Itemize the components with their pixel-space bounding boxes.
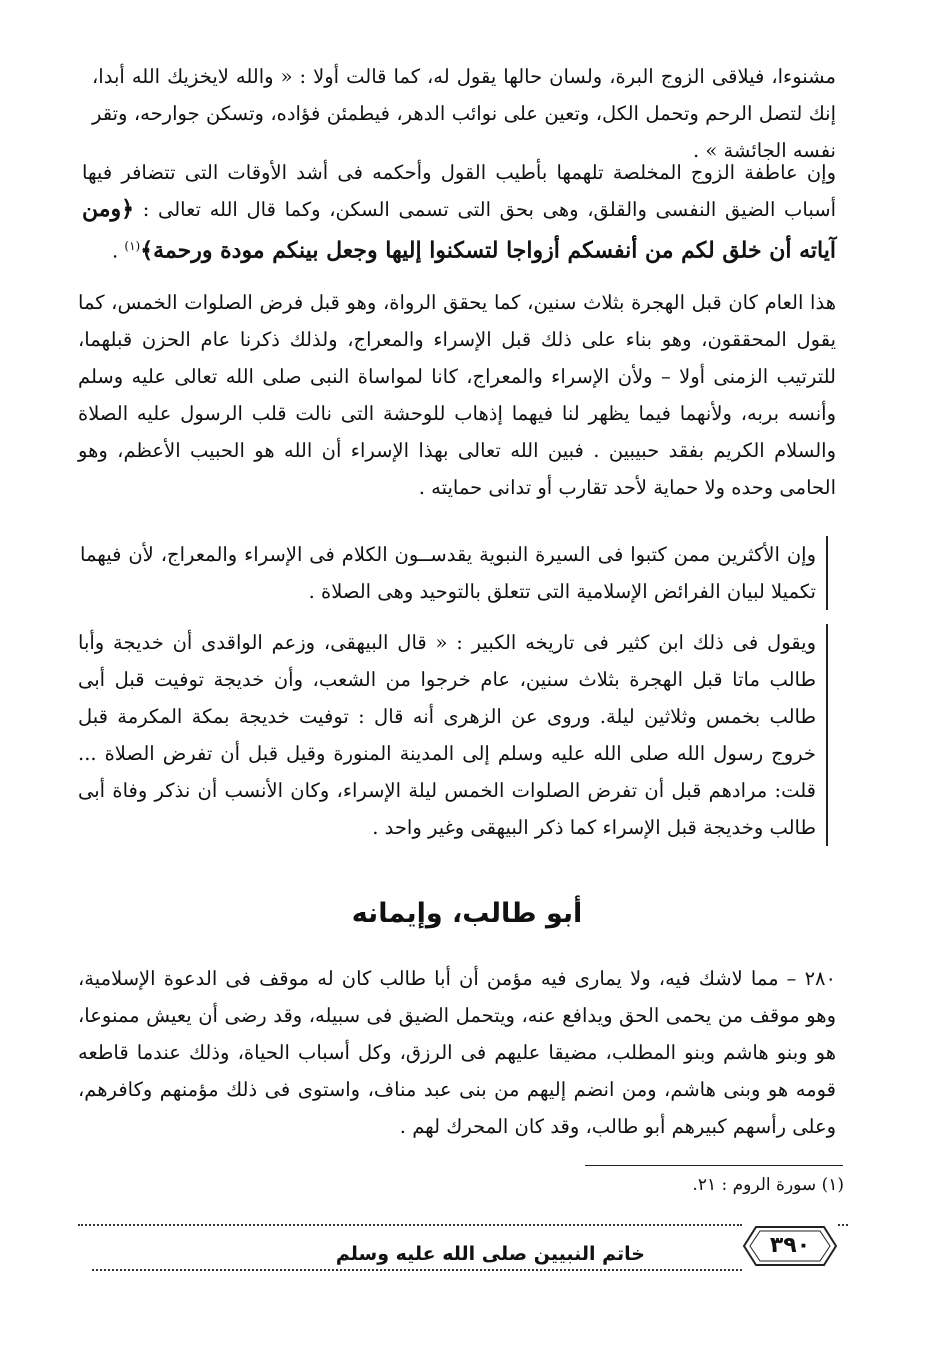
paragraph-3-text: هذا العام كان قبل الهجرة بثلاث سنين، كما يحقق الرواة، وهو قبل فرض الصلوات الخمس، كما يقول المحققون، وهو بناء على ذلك قبل الإسراء والمعراج، ولذلك ذكرنا عام الحزن قبلهما، للترتيب الزمنى أولا – ولأن الإسراء والمعراج، كانا لمواساة النبى صلى الله تعالى عليه وسلم وأنسه بربه، ولأنهما فيما يظهر لنا فيهما إذهاب للوحشة التى نالت قلب الرسول عليه الصلاة والسلام الكريم بفقد حبيبين . فبين الله تعالى بهذا الإسراء أن الله هو الحبيب الأعظم، وهو الحامى وحده ولا حماية لأحد تقارب أو تدانى حمايته . [78, 291, 836, 499]
footer-bottom-rule [92, 1269, 742, 1271]
paragraph-5-text: ويقول فى ذلك ابن كثير فى تاريخه الكبير : « قال البيهقى، وزعم الواقدى أن خديجة وأبا طالب ماتا قبل الهجرة بثلاث سنين، عام خرجوا من الشعب، وأن خديجة توفيت قبل أبى طالب بخمس وثلاثين ليلة. وروى عن الزهرى أنه قال : توفيت خديجة بمكة المكرمة قبل خروج رسول الله صلى الله عليه وسلم إلى المدينة المنورة وقيل قبل أن تفرض الصلاة ... قلت: مرادهم قبل أن تفرض الصلوات الخمس ليلة الإسراء، وكان الأنسب أن نذكر وفاة أبى طالب وخديجة قبل الإسراء كما ذكر البيهقى وغير واحد . [78, 631, 816, 839]
footnote-ref: (١) [124, 239, 141, 253]
paragraph-3 [78, 284, 836, 506]
paragraph-2-end: . [111, 239, 125, 263]
paragraph-2-text: وإن عاطفة الزوج المخلصة تلهمها بأطيب القول وأحكمه فى أشد الأوقات التى تتضافر فيها أسباب الضيق النفسى والقلق، وهى بحق التى تسمى السكن، وكما قال الله تعالى : [82, 161, 836, 221]
paragraph-4-text: وإن الأكثرين ممن كتبوا فى السيرة النبوية يقدســون الكلام فى الإسراء والمعراج، لأن فيهما تكميلا لبيان الفرائض الإسلامية التى تتعلق بالتوحيد وهى الصلاة . [80, 543, 816, 603]
paragraph-6-text: ٢٨٠ – مما لاشك فيه، ولا يمارى فيه مؤمن أن أبا طالب كان له موقف فى الدعوة الإسلامية، وهو موقف من يحمى الحق ويدافع عنه، ويتحمل الضيق فى سبيله، وقد رضى أن يعيش ممنوعا، هو وبنو هاشم وبنو المطلب، مضيقا عليهم فى الرزق، وكل أسباب الحياة، وذلك عندما قاطعه قومه هو وبنى هاشم، ومن انضم إليهم من بنى عبد مناف، واستوى فى ذلك مؤمنهم وكافرهم، وعلى رأسهم كبيرهم أبو طالب، وقد كان المحرك لهم . [78, 967, 836, 1138]
paragraph-1-text: مشنوءا، فيلاقى الزوج البرة، ولسان حالها يقول له، كما قالت أولا : « والله لايخزيك الله أبدا، إنك لتصل الرحم وتحمل الكل، وتعين على نوائب الدهر، فيطمئن فؤاده، وتسكن جوارحه، وتقر نفسه الجائشة » . [92, 65, 836, 162]
footer-top-rule-right [838, 1224, 848, 1226]
paragraph-5 [78, 624, 828, 846]
quran-verse: ﴿ومن آياته أن خلق لكم من أنفسكم أزواجا لتسكنوا إليها وجعل بينكم مودة ورحمة﴾ [82, 196, 836, 264]
page-number: ٣٩٠ [769, 1233, 811, 1258]
footer-top-rule [78, 1224, 742, 1226]
paragraph-2 [82, 154, 836, 270]
footnote-divider [585, 1165, 843, 1166]
section-heading: أبو طالب، وإيمانه [351, 898, 583, 929]
paragraph-4 [80, 536, 828, 610]
paragraph-6 [78, 960, 836, 1145]
footnote: (١) سورة الروم : ٢١. [692, 1175, 844, 1195]
paragraph-1 [92, 58, 836, 169]
book-title: خاتم النبيين صلى الله عليه وسلم [335, 1243, 645, 1265]
